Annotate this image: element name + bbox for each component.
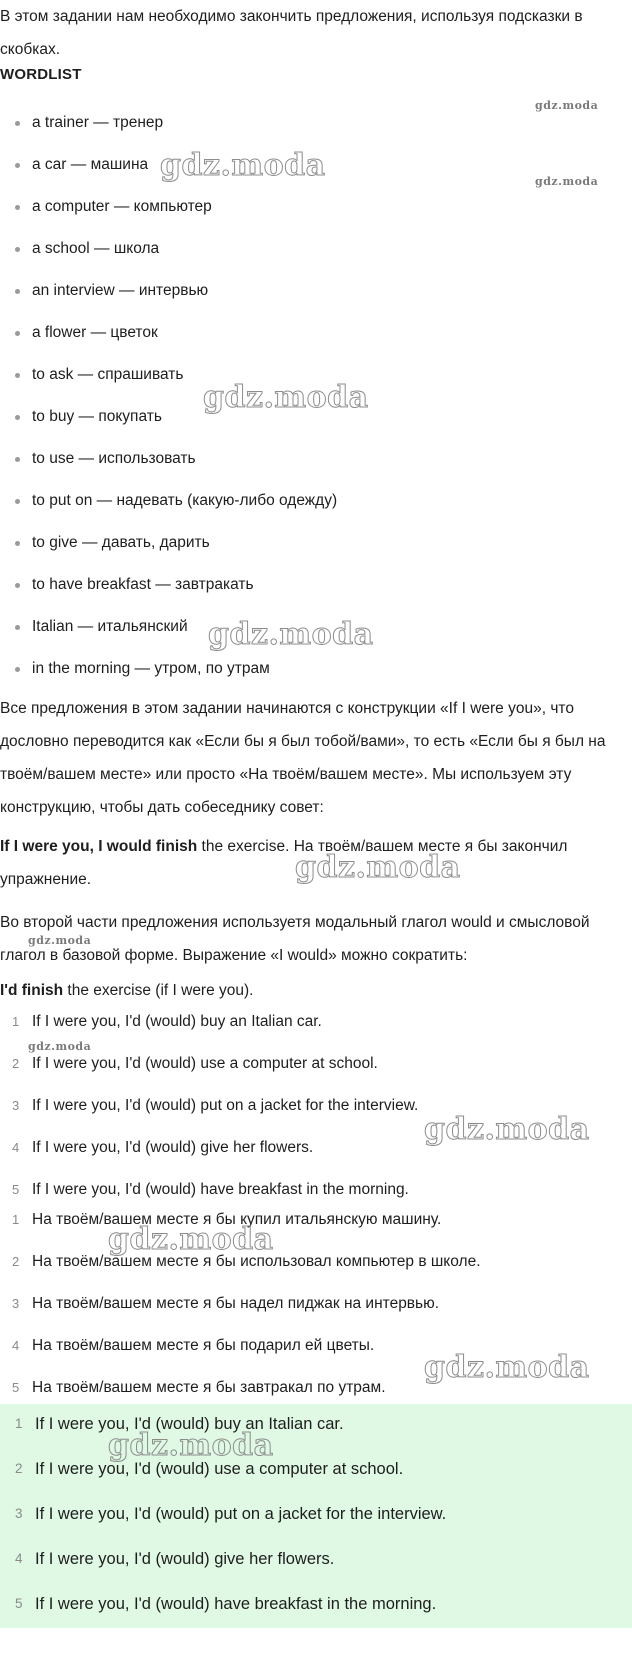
watermark: gdz.moda: [108, 1222, 274, 1257]
wordlist-item: a trainer — тренер: [0, 114, 337, 156]
list-item: 4 На твоём/вашем месте я бы подарил ей цветы.: [12, 1337, 375, 1354]
wordlist-item: a flower — цветок: [0, 324, 337, 366]
list-item: 4 If I were you, I'd (would) give her flowers.: [12, 1139, 314, 1156]
bullet-icon: [15, 121, 20, 126]
answer-box: [0, 1404, 632, 1628]
answer-item: 5 If I were you, I'd (would) have breakfast in the morning.: [15, 1595, 437, 1613]
wordlist-item: a car — машина: [0, 156, 337, 198]
list-item: 2 If I were you, I'd (would) use a computer at school.: [12, 1055, 378, 1072]
answer-item: 1 If I were you, I'd (would) buy an Italian car.: [15, 1415, 344, 1433]
bullet-icon: [15, 625, 20, 630]
bullet-icon: [15, 373, 20, 378]
example-1-rest: the exercise. На твоём/вашем месте я бы закончил упражнение.: [0, 838, 568, 888]
example-2: [0, 974, 628, 1007]
bullet-icon: [15, 499, 20, 504]
list-item: 3 If I were you, I'd (would) put on a jacket for the interview.: [12, 1097, 419, 1114]
watermark: gdz.moda: [424, 1112, 590, 1147]
watermark: gdz.moda: [28, 1040, 92, 1053]
explanation-2-text: Во второй части предложения используетя модальный глагол would и смысловой глагол в базовой форме. Выражение «I would» можно сократить:: [0, 914, 590, 964]
wordlist-item: an interview — интервью: [0, 282, 337, 324]
wordlist-item: to buy — покупать: [0, 408, 337, 450]
list-item: 2 На твоём/вашем месте я бы использовал компьютер в школе.: [12, 1253, 481, 1270]
wordlist-item: Italian — итальянский: [0, 618, 337, 660]
watermark: gdz.moda: [295, 850, 461, 885]
answer-item: 4 If I were you, I'd (would) give her flowers.: [15, 1550, 335, 1568]
watermark: gdz.moda: [535, 175, 599, 188]
watermark: gdz.moda: [203, 380, 369, 415]
wordlist-item: to put on — надевать (какую-либо одежду): [0, 492, 337, 534]
bullet-icon: [15, 415, 20, 420]
wordlist-item: to have breakfast — завтракать: [0, 576, 337, 618]
bullet-icon: [15, 331, 20, 336]
list-item: 5 If I were you, I'd (would) have breakfast in the morning.: [12, 1181, 409, 1198]
example-1-bold: If I were you, I would finish: [0, 838, 198, 855]
watermark: gdz.moda: [108, 1428, 274, 1463]
watermark: gdz.moda: [424, 1350, 590, 1385]
bullet-icon: [15, 457, 20, 462]
answer-item: 3 If I were you, I'd (would) put on a jacket for the interview.: [15, 1505, 447, 1523]
example-2-bold: I'd finish: [0, 982, 64, 999]
wordlist-item: to use — использовать: [0, 450, 337, 492]
bullet-icon: [15, 163, 20, 168]
list-item: 5 На твоём/вашем месте я бы завтракал по утрам.: [12, 1379, 386, 1396]
watermark: gdz.moda: [28, 934, 92, 947]
list-item: 3 На твоём/вашем месте я бы надел пиджак на интервью.: [12, 1295, 440, 1312]
bullet-icon: [15, 247, 20, 252]
wordlist-item: a computer — компьютер: [0, 198, 337, 240]
bullet-icon: [15, 583, 20, 588]
wordlist-item: a school — школа: [0, 240, 337, 282]
wordlist-item: in the morning — утром, по утрам: [0, 660, 337, 702]
watermark: gdz.moda: [208, 617, 374, 652]
bullet-icon: [15, 289, 20, 294]
wordlist-heading: WORDLIST: [0, 66, 82, 83]
wordlist-item: to ask — спрашивать: [0, 366, 337, 408]
list-item: 1 If I were you, I'd (would) buy an Italian car.: [12, 1013, 322, 1030]
bullet-icon: [15, 541, 20, 546]
bullet-icon: [15, 205, 20, 210]
answer-item: 2 If I were you, I'd (would) use a computer at school.: [15, 1460, 404, 1478]
example-2-rest: the exercise (if I were you).: [63, 982, 254, 999]
wordlist-item: to give — давать, дарить: [0, 534, 337, 576]
list-item: 1 На твоём/вашем месте я бы купил итальянскую машину.: [12, 1211, 442, 1228]
watermark: gdz.moda: [160, 148, 326, 183]
explanation-text: Все предложения в этом задании начинаются с конструкции «If I were you», что дословно переводится как «Если бы я был тобой/вами», то есть «Если бы я был на твоём/вашем месте» или просто «На твоём/вашем месте». Мы используем эту конструкцию, чтобы дать собеседнику совет:: [0, 700, 606, 816]
bullet-icon: [15, 667, 20, 672]
watermark: gdz.moda: [535, 99, 599, 112]
intro-text: В этом задании нам необходимо закончить предложения, используя подсказки в скобках.: [0, 8, 583, 58]
